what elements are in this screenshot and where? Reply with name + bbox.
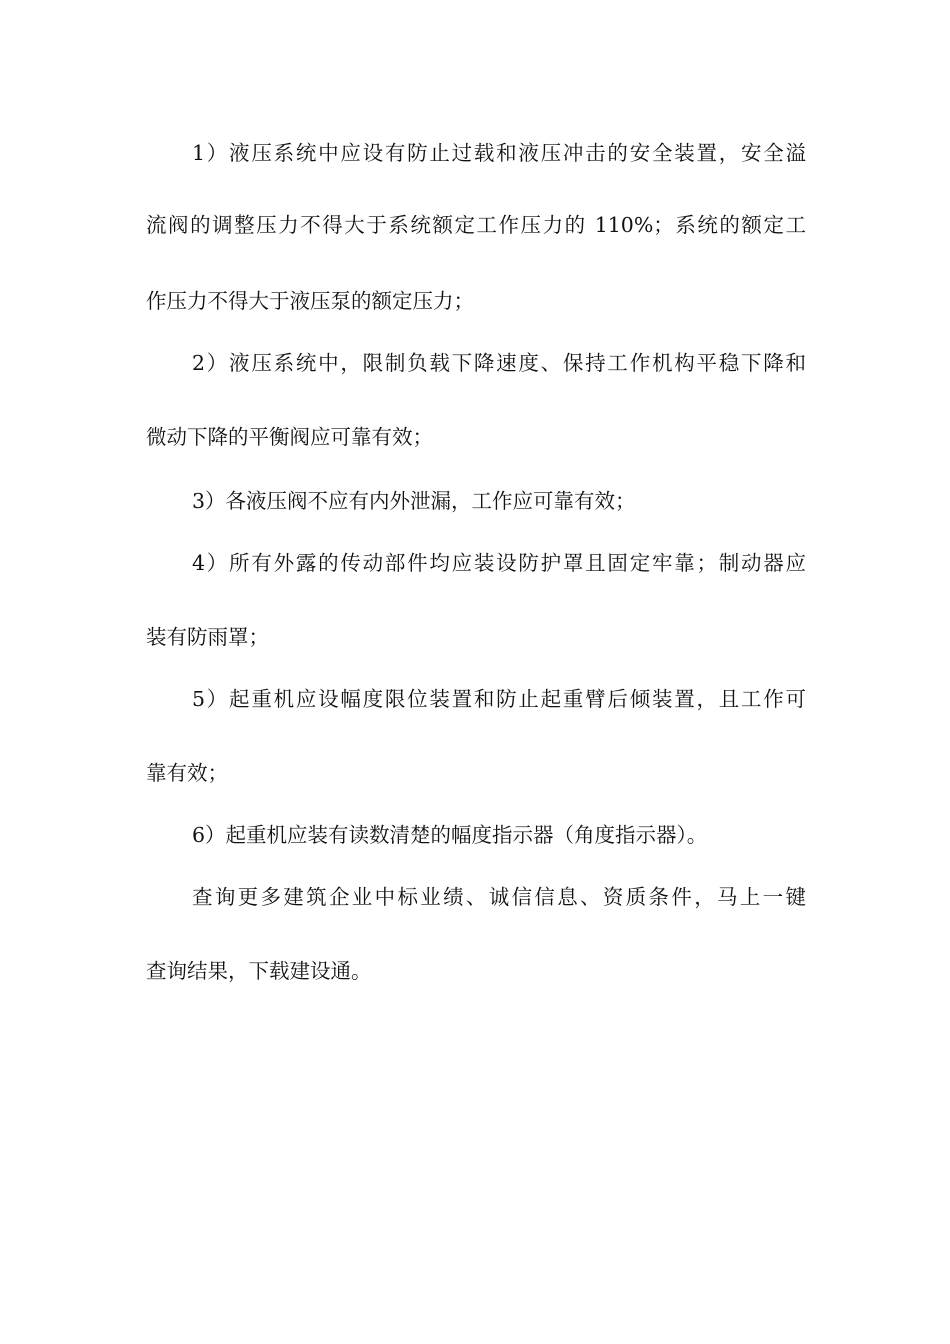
paragraph-2-line-2: 微动下降的平衡阀应可靠有效； — [146, 425, 433, 449]
paragraph-1-line-2: 流阀的调整压力不得大于系统额定工作压力的 110%；系统的额定工 — [146, 213, 806, 237]
paragraph-1-line-1: 1）液压系统中应设有防止过载和液压冲击的安全装置，安全溢 — [192, 141, 806, 165]
paragraph-2-line-1: 2）液压系统中，限制负载下降速度、保持工作机构平稳下降和 — [192, 351, 806, 375]
paragraph-5-line-1: 5）起重机应设幅度限位装置和防止起重臂后倾装置，且工作可 — [192, 687, 806, 711]
paragraph-1-line-3: 作压力不得大于液压泵的额定压力； — [146, 289, 474, 313]
paragraph-3-line-1: 3）各液压阀不应有内外泄漏，工作应可靠有效； — [192, 489, 636, 513]
paragraph-6-line-1: 6）起重机应装有读数清楚的幅度指示器（角度指示器）。 — [192, 823, 708, 847]
paragraph-7-line-1: 查询更多建筑企业中标业绩、诚信信息、资质条件，马上一键 — [192, 885, 806, 909]
paragraph-4-line-2: 装有防雨罩； — [146, 625, 269, 649]
paragraph-7-line-2: 查询结果，下载建设通。 — [146, 959, 372, 983]
paragraph-4-line-1: 4）所有外露的传动部件均应装设防护罩且固定牢靠；制动器应 — [192, 551, 806, 575]
paragraph-5-line-2: 靠有效； — [146, 761, 228, 785]
